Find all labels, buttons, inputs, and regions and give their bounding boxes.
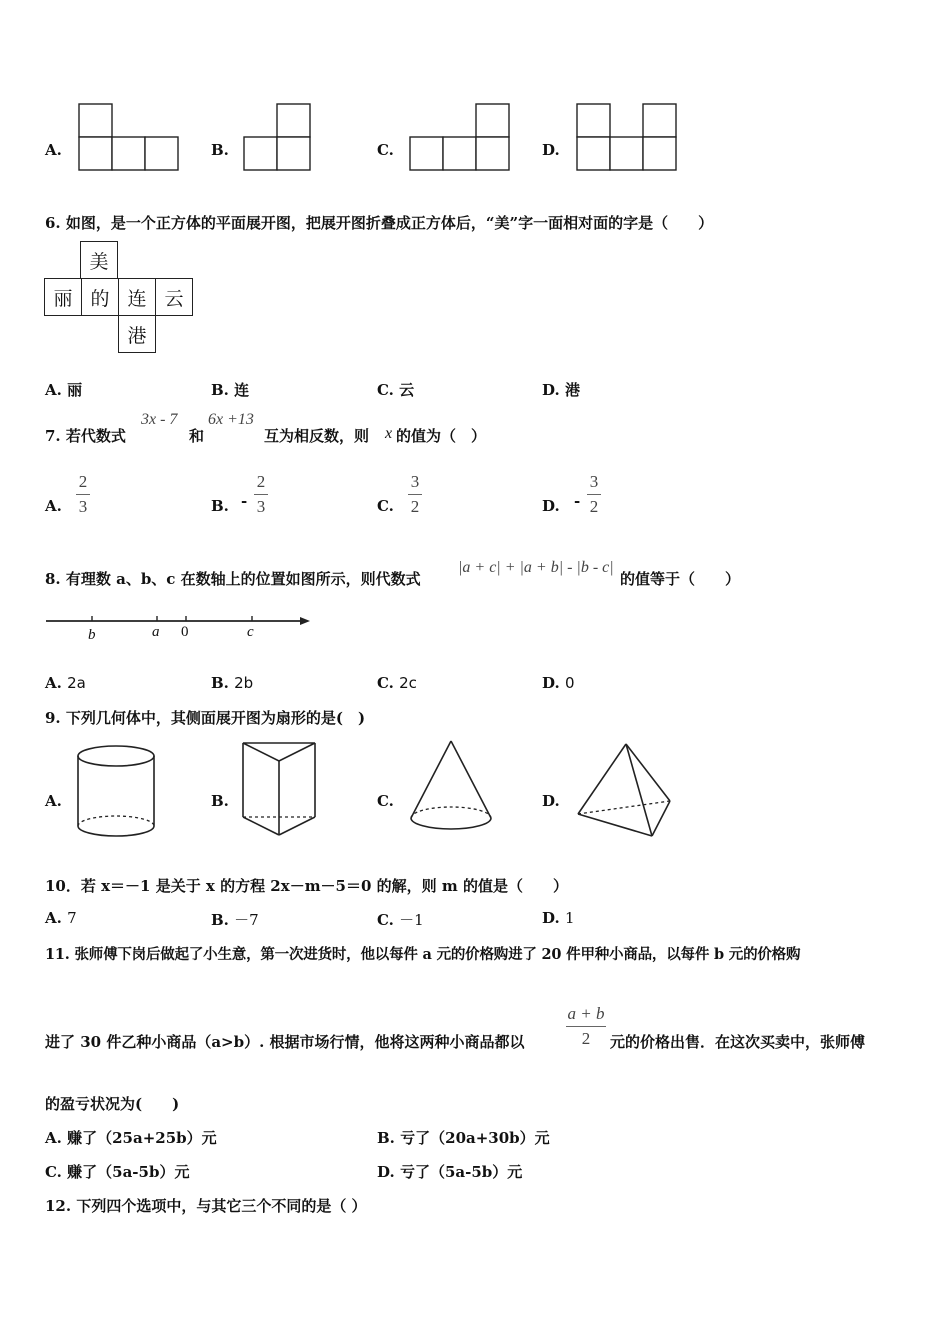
axis-label-a: a	[152, 624, 160, 640]
cube-face-bottom: 港	[118, 315, 156, 353]
q6-option-a[interactable]: A. 丽	[45, 381, 83, 399]
q10-option-b[interactable]: B. －7	[211, 911, 259, 929]
tetrahedron-figure	[574, 741, 674, 841]
q6-option-c[interactable]: C. 云	[377, 381, 415, 399]
q11-line1: 11. 张师傅下岗后做起了小生意，第一次进货时，他以每件 a 元的价格购进了 20 件甲种小商品，以每件 b 元的价格购	[45, 946, 801, 963]
cylinder-figure	[76, 744, 158, 842]
q10-stem: 10．若 x＝－1 是关于 x 的方程 2x－m－5＝0 的解，则 m 的值是（ ）	[45, 877, 568, 895]
q12-stem: 12. 下列四个选项中，与其它三个不同的是（ ）	[45, 1197, 367, 1215]
q6-stem: 6. 如图，是一个正方体的平面展开图，把展开图折叠成正方体后，“美”字一面相对面的字是（ ）	[45, 214, 714, 232]
q5-grid-figure-b	[243, 103, 313, 173]
q5-option-b-letter: B.	[211, 141, 229, 159]
q8-option-a[interactable]: A. 2a	[45, 674, 86, 692]
q5-grid-figure-d	[576, 103, 679, 173]
q8-option-d[interactable]: D. 0	[542, 674, 575, 692]
cube-face-right2: 云	[155, 278, 193, 316]
q8-option-c[interactable]: C. 2c	[377, 674, 417, 692]
axis-label-c: c	[247, 624, 254, 640]
q7-expr1: 3x - 7	[141, 411, 178, 428]
q11-frac-num: a + b	[567, 1004, 605, 1023]
q7-expr2: 6x +13	[208, 411, 254, 428]
q11-option-a[interactable]: A. 赚了（25a+25b）元	[45, 1129, 217, 1147]
q10-option-a[interactable]: A. 7	[45, 909, 77, 927]
q11-frac-den: 2	[581, 1029, 591, 1048]
cube-face-left: 丽	[44, 278, 82, 316]
q8-number-line	[44, 610, 314, 646]
q9-stem: 9. 下列几何体中，其侧面展开图为扇形的是( )	[45, 709, 366, 727]
q11-option-b[interactable]: B. 亏了（20a+30b）元	[377, 1129, 550, 1147]
cube-face-right1: 连	[118, 278, 156, 316]
axis-label-zero: 0	[181, 624, 189, 640]
q6-cube-net	[44, 241, 194, 353]
q5-grid-figure-a	[78, 103, 181, 173]
q8-abs-expression: |a + c| + |a + b| - |b - c|	[458, 559, 614, 576]
q10-option-c[interactable]: C. －1	[377, 911, 424, 929]
q10-option-d[interactable]: D. 1	[542, 909, 575, 927]
q11-option-d[interactable]: D. 亏了（5a-5b）元	[377, 1163, 523, 1181]
cube-face-mid: 的	[81, 278, 119, 316]
q5-grid-figure-c	[409, 103, 512, 173]
cube-face-top: 美	[80, 241, 118, 279]
triangular-prism-figure	[241, 739, 321, 839]
q5-option-c-letter: C.	[377, 141, 394, 159]
q11-option-c[interactable]: C. 赚了（5a-5b）元	[45, 1163, 190, 1181]
q5-option-a-letter: A.	[45, 141, 62, 159]
axis-label-b: b	[88, 627, 96, 643]
cone-figure	[407, 738, 495, 838]
q8-option-b[interactable]: B. 2b	[211, 674, 254, 692]
q6-option-d[interactable]: D. 港	[542, 381, 580, 399]
q6-option-b[interactable]: B. 连	[211, 381, 250, 399]
q5-option-d-letter: D.	[542, 141, 560, 159]
q11-line3: 的盈亏状况为( )	[45, 1095, 180, 1113]
